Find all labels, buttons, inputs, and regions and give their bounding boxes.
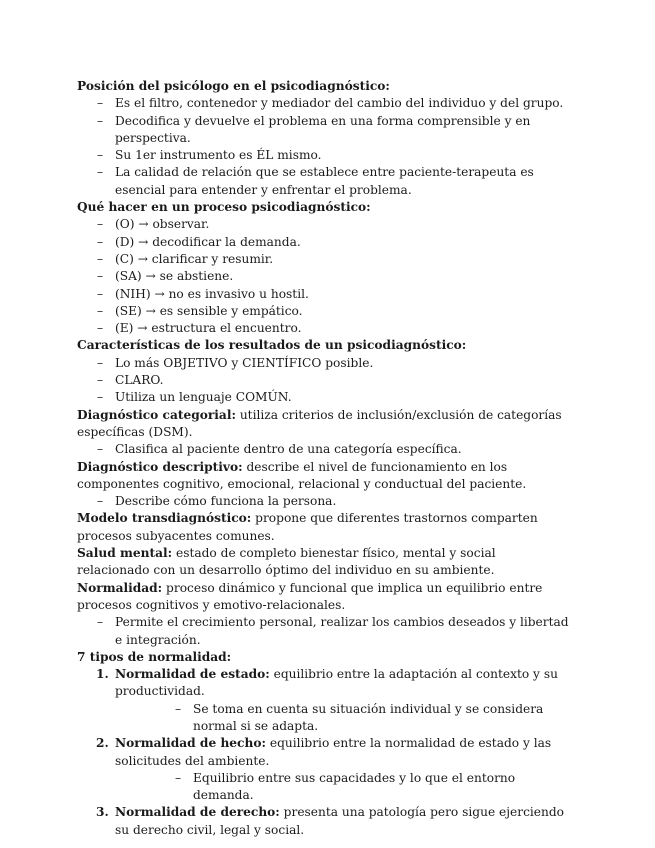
section-heading-que-hacer: Qué hacer en un proceso psicodiagnóstico: xyxy=(77,200,371,215)
list-item: – Permite el crecimiento personal, realizar los cambios deseados y libertad e integración. xyxy=(77,614,572,649)
definition-text: describe el nivel de funcionamiento en los componentes cognitivo, emocional, relacional y conductual del paciente. xyxy=(77,459,527,491)
list-item: – (C) → clarificar y resumir. xyxy=(77,251,572,268)
list-item: – (O) → observar. xyxy=(77,216,572,233)
list-item: – (D) → decodificar la demanda. xyxy=(77,234,572,251)
definition-salud-mental xyxy=(77,545,572,580)
item-term: Normalidad de estado: xyxy=(115,667,270,682)
sub-list xyxy=(115,701,572,736)
list-item: – La calidad de relación que se establece entre paciente-terapeuta es esencial para entender y enfrentar el problema. xyxy=(77,164,572,199)
item-number: 2. xyxy=(96,736,109,751)
sub-list-item: – Se toma en cuenta su situación individual y se considera normal si se adapta. xyxy=(115,701,572,736)
item-term: Normalidad de derecho: xyxy=(115,805,280,820)
document-body xyxy=(77,78,572,839)
list-item: – (NIH) → no es invasivo u hostil. xyxy=(77,286,572,303)
item-text: presenta una patología pero sigue ejerciendo su derecho civil, legal y social. xyxy=(115,805,564,837)
list-item: – CLARO. xyxy=(77,372,572,389)
list-item: – (SE) → es sensible y empático. xyxy=(77,303,572,320)
definition-text: propone que diferentes trastornos comparten procesos subyacentes comunes. xyxy=(77,511,538,543)
section-heading-posicion: Posición del psicólogo en el psicodiagnóstico: xyxy=(77,79,390,93)
section-heading-caracteristicas: Características de los resultados de un psicodiagnóstico: xyxy=(77,338,467,353)
list-item: – Lo más OBJETIVO y CIENTÍFICO posible. xyxy=(77,355,572,372)
list-item: – Utiliza un lenguaje COMÚN. xyxy=(77,389,572,406)
caracteristicas-list xyxy=(77,355,572,407)
definition-normalidad xyxy=(77,580,572,615)
item-text: equilibrio entre la adaptación al contexto y su productividad. xyxy=(115,667,558,699)
numbered-item xyxy=(77,735,572,804)
sub-list xyxy=(115,770,572,805)
section-heading-tipos: 7 tipos de normalidad: xyxy=(77,649,232,664)
numbered-item xyxy=(77,804,572,839)
item-number: 1. xyxy=(96,667,109,682)
definition-text: estado de completo bienestar físico, mental y social relacionado con un desarrollo óptimo del individuo en su ambiente. xyxy=(77,546,496,578)
definition-term: Salud mental: xyxy=(77,546,173,561)
que-hacer-list xyxy=(77,216,572,337)
definition-transdiagnostico xyxy=(77,510,572,545)
item-number: 3. xyxy=(96,805,109,820)
categorial-list xyxy=(77,441,572,458)
definition-categorial xyxy=(77,407,572,442)
posicion-list xyxy=(77,95,572,199)
list-item: – Clasifica al paciente dentro de una categoría específica. xyxy=(77,441,572,458)
normalidad-list xyxy=(77,614,572,649)
definition-text: proceso dinámico y funcional que implica un equilibrio entre procesos cognitivos y emotivo-relacionales. xyxy=(77,580,543,612)
list-item: – (E) → estructura el encuentro. xyxy=(77,320,572,337)
definition-term: Diagnóstico descriptivo: xyxy=(77,459,243,474)
numbered-item xyxy=(77,666,572,735)
list-item: – Describe cómo funciona la persona. xyxy=(77,493,572,510)
definition-text: utiliza criterios de inclusión/exclusión de categorías específicas (DSM). xyxy=(77,407,562,439)
sub-list-item: – Equilibrio entre sus capacidades y lo que el entorno demanda. xyxy=(115,770,572,805)
definition-term: Normalidad: xyxy=(77,580,163,595)
definition-term: Diagnóstico categorial: xyxy=(77,407,236,422)
list-item: – Decodifica y devuelve el problema en una forma comprensible y en perspectiva. xyxy=(77,113,572,148)
definition-descriptivo xyxy=(77,459,572,494)
definition-term: Modelo transdiagnóstico: xyxy=(77,511,252,526)
list-item: – Es el filtro, contenedor y mediador del cambio del individuo y del grupo. xyxy=(77,95,572,112)
descriptivo-list xyxy=(77,493,572,510)
item-text: equilibrio entre la normalidad de estado y las solicitudes del ambiente. xyxy=(115,736,552,768)
item-term: Normalidad de hecho: xyxy=(115,736,266,751)
list-item: – (SA) → se abstiene. xyxy=(77,268,572,285)
list-item: – Su 1er instrumento es ÉL mismo. xyxy=(77,147,572,164)
tipos-list xyxy=(77,666,572,839)
